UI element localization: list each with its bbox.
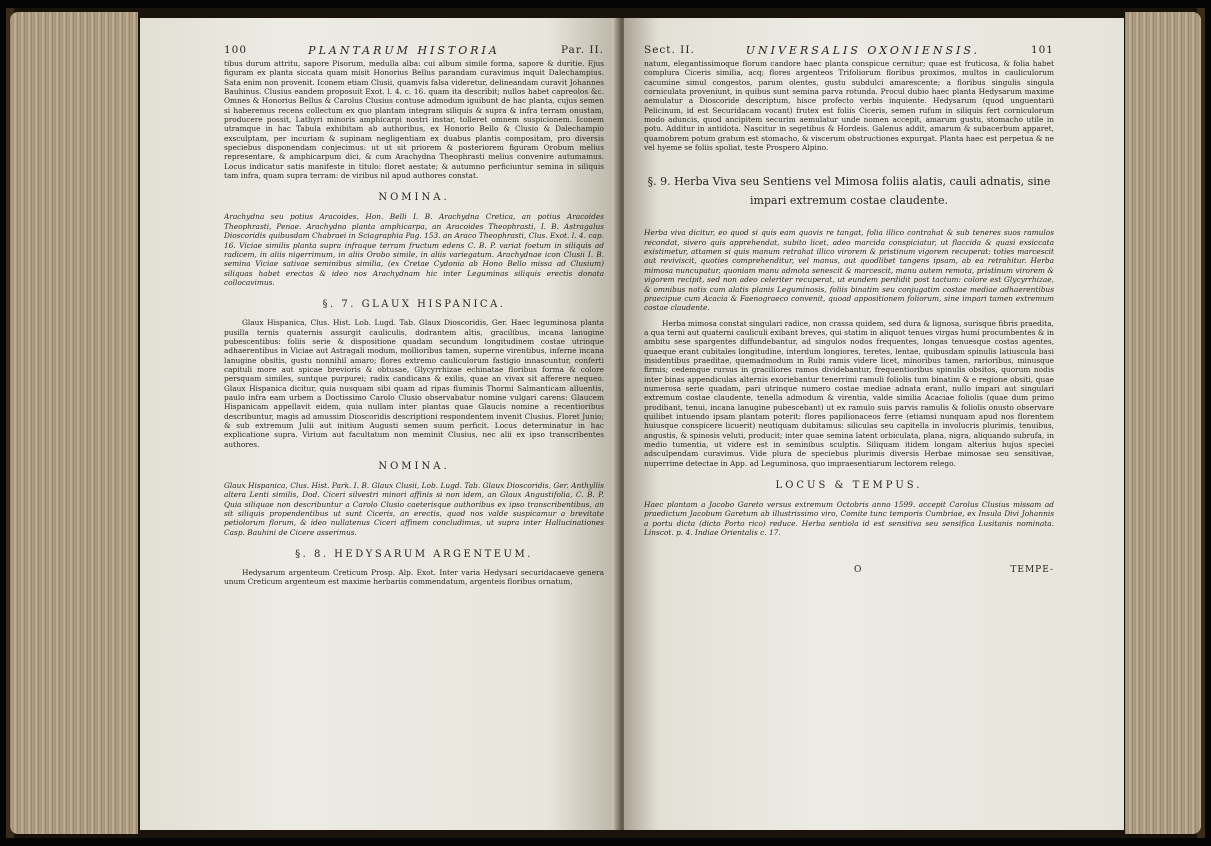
open-book — [6, 8, 1205, 838]
left-intro-paragraph: tibus durum attritu, sapore Pisorum, medulla alba: cui album simile forma, sapore & duritie. Ejus figuram ex planta siccata quam misit Honorius Bellus parandam curavimus inquit Dalechampius. Sata enim non provenit. Iconem etiam Clusii, quamvis falsa videretur, delineandam curavit Johannes Bauhinus. Clusius eandem proposuit Exot. l. 4. c. 16. quam ita describit; nullos habet capreolos &c. Omnes & Honorius Bellus & Carolus Clusius contuse admodum iguibunt de hac planta, cujus semen si haberemus recens collectum ex quo plantam integram siliquis & supra & infra terram onustam, producere possit, Lathyri minoris amphicarpi nostri instar, tolleret omnem suspicionem. Iconem utramque in hac Tabula exhibitam ab authoribus, ex Honorio Bello & Clusio & Dalechampio exsculptam, per incuriam & supinam negligentiam ex duabus plantis compositam, pro diversis speciebus disponendam conjecimus: ut ut sit priorem & posteriorem figuram Orobum melius representare, & amphicarpum dici, & cum Arachydna Theophrasti melius convenire autumamus. Locus indicatur satis manifeste in titulo: floret aestate; & autumno perficiuntur semina in siliquis tam infra, quam supra terram: de viribus nil apud authores constat. — [224, 59, 604, 181]
signature-mark: O — [854, 565, 863, 576]
left-part-label: Par. II. — [560, 44, 604, 56]
right-section-label: Sect. II. — [644, 44, 695, 56]
right-page-footer — [644, 565, 1054, 579]
nomina-paragraph-2: Glaux Hispanica, Clus. Hist. Park. I. B. Glaux Clusii, Lob. Lugd. Tab. Glaux Dioscoridis, Ger. Anthyllis altera Lenti similis, Dod. Ciceri silvestri minori affinis si non idem, an Glaux Angustifolia, C. B. P. Quia siliquae non describuntur a Carolo Clusio caeterisque authoribus ex ipso transcribentibus, an sit siliquis propendentibus ut sunt Ciceris, an erectis, quod nos valde suspicamur a brevitate petiolorum florum, & ideo nullatenus Ciceri affinem concludimus, ut supra inter Hallucinationes Casp. Bauhini de Cicere asserimus. — [224, 481, 604, 537]
herba-viva-italic-paragraph: Herba viva dicitur, eo quod si quis eam quavis re tangat, folia illico contrahat & sub teneres suos ramulos recondat, sivero quis apprehendat, subito licet, adeo marcida conspiciatur, ut flaccida & quasi exsiccata existimetur, attamen si quis manum retrahat illico virorem & pristinum vigorem recuperat: toties marcescit aut reviviscit, quoties comprehenditur, vel manus, aut quodlibet tangens ipsam, ab ea retrahitur. Herba mimosa nuncupatur, quoniam manu admota senescit & marcescit, manu autem remota, pristinum virorem & vigorem recipit, sed non adeo celeriter recuperat, ut eundem perdidit post tactum: colore est Glycyrrhizae, & omnibus notis cum alatis planis Leguminosis, foliis binatim seu conjugatim costae mediae adhaerentibus praecipue cum Acacia & Faenograeco convenit, quoad appositionem foliorum, sine impari tamen extremum costae claudente. — [644, 228, 1054, 313]
right-page-edges — [1125, 12, 1201, 834]
right-intro-paragraph: natum, elegantissimoque florum candore haec planta conspicue cernitur; quae est fruticosa, & folia habet complura Ciceris similia, acq; flores argenteos Trifoliorum floribus proximos, multos in cauliculorum cacumine simul congestos, parum olentes, gustu subdulci amarescente; a floribus singulis singula corniculata proveniunt, in quibus sunt semina parva rotunda. Procul dubio haec planta Hedysarum maxime aemulatur a Dioscoride descriptum, hisce profecto verbis inquiente. Hedysarum (quod unguentarii Pelicinum, id est Securidacam vocant) frutex est foliis Ciceris, semen rufum in siliquis fert corniculorum modo aduncis, quod ancipitem securim aemulatur unde nomen accepit, amarum gustu, stomacho utile in potu. Additur in antidota. Nascitur in segetibus & Hordeis. Galenus addit, amarum & subacerbum apparet, quamobrem potum gratum est stomacho, & viscerum obstructiones expurgat. Planta haec est perpetua & ne vel hyeme se foliis spoliat, teste Prospero Alpino. — [644, 59, 1054, 153]
section-7-paragraph: Glaux Hispanica, Clus. Hist. Lob. Lugd. Tab. Glaux Dioscoridis, Ger. Haec leguminosa planta pusilla ternis quaternis assurgit cauliculis, dodrantem altis, gracilibus, incana lanugine pubescentibus: foliis serie & dispositione quadam secundum longitudinem costae utrinque adhaerentibus in Viciae aut Astragali modum, mollioribus tamen, superne virentibus, inferne incana lanugine obsitis, gustu nonnihil amaro; flores extremo cauliculorum fastigio innascuntur, conferti capituli more aut spicae brevioris & obtusae, Glycyrrhizae echinatae floribus forma & colore persquam similes, suntque purpurei; radix candicans & exilis, quae an vivax sit afferere nequeo. Glaux Hispanica dicitur, quia nusquam sibi quam ad ripas fluminis Thormi Salmanticam alluentis, paulo infra eam urbem a Doctissimo Carolo Clusio observabatur nomine vulgari carens: Glaucem Hispanicam appellavit eidem, quia nullam inter plantas quae Glaucis nomine a recentioribus describuntur, magis ad amussim Dioscoridis descriptioni respondentem invenit Clusius. Floret Junio; & sub extremum Julii aut initium Augusti semen suum perficit. Locus determinatur in hac explicatione supra. Virium aut facultatum non meminit Clusius, nec alii ex ipso transcribentes authores. — [224, 318, 604, 449]
left-page-edges — [10, 12, 138, 834]
section-8-paragraph: Hedysarum argenteum Creticum Prosp. Alp. Exot. Inter varia Hedysari securidacaeve genera unum Creticum argenteum est maxime herbariis commendatum, argenteis floribus ornatum, — [224, 568, 604, 587]
right-page-number: 101 — [1030, 44, 1054, 56]
left-running-head — [224, 44, 604, 57]
left-page-number: 100 — [224, 44, 248, 56]
catchword: TEMPE- — [1010, 565, 1054, 576]
section-8-heading: §. 8. HEDYSARUM ARGENTEUM. — [295, 549, 533, 561]
section-7-heading: §. 7. GLAUX HISPANICA. — [322, 299, 506, 311]
nomina-heading-2: NOMINA. — [378, 461, 450, 473]
section-9-heading: §. 9. Herba Viva seu Sentiens vel Mimosa foliis alatis, cauli adnatis, sine impari extremum costae claudente. — [647, 175, 1051, 208]
nomina-heading-1: NOMINA. — [378, 192, 450, 204]
left-running-title: PLANTARUM HISTORIA — [308, 44, 500, 57]
herba-mimosa-description: Herba mimosa constat singulari radice, non crassa quidem, sed dura & lignosa, surisque fibris praedita, a qua terni aut quaterni cauliculi exibant breves, qui statim in aliquot tenues virgas humi procumbentes & in ambitu sese spargentes diffundebantur, ad singulos nodos frequentes, longas tenuesque costas agentes, quaeque erant cubitales longitudine, interdum longiores, teretes, lentae, quibusdam spinulis latiuscula basi insidentibus praeditae, quemadmodum in Rubi ramis videre licet, minoribus tamen, rarioribus, minusque firmis; cedemque rursus in graciliores ramos dividebantur, frequentioribus spinulis obsitos, quorum nodis inter binas appendiculas alternis exoriebantur tenerrimi ramuli foliolis tum binatim & e regione obsiti, quae numerosa serie quadam, pari utrinque numero costae mediae adnata erant, nullo impari aut singulari extremum costae claudente, tenella admodum & virentia, valde similia Acaciae foliolis (quae dum primo prodibant, tenui, incana lanugine pubescebant) ut ex ramulo suis parvis ramulis & foliolis onusto observare quilibet intuendo ipsam plantam poterit: flores papilionaceos ferre (etiamsi nunquam apud nos florentem huiusque conspicere licuerit) neutiquam dubitamus: siliculas seu capitella in involucris plurimis, tenuibus, angustis, & spinosis veluti, producit; inter quae semina latent orbiculata, plana, nigra, aliquando subrufa, in medio tumentia, ut videre est in seminibus sculptis. Siliquam itidem longam alterius hujus speciei adsculpendam curavimus. Vide plura de speciebus plurimis diversis Herbae mimosae seu sensitivae, nuperrime detectae in App. ad Leguminosa, quo impraesentiarum lectorem relego. — [644, 318, 1054, 468]
right-running-title: UNIVERSALIS OXONIENSIS. — [745, 44, 981, 57]
right-page — [624, 18, 1124, 830]
locus-tempus-heading: LOCUS & TEMPUS. — [775, 480, 923, 492]
left-page-text-block — [224, 44, 604, 820]
left-page — [140, 18, 620, 830]
right-page-text-block — [644, 44, 1054, 820]
nomina-paragraph-1: Arachydna seu potius Aracoides, Hon. Belli I. B. Arachydna Cretica, an potius Aracoides Theophrasti, Penae. Arachydna planta amphicarpa, an Aracoides Theophrasti, I. B. Astragalus Dioscoridis quibusdam Chabraei in Sciagraphia Pag. 153. an Araco Theophrasti, Clus. Exot. l. 4. cap. 16. Viciae similis planta supra infraque terram fructum edens C. B. P. variat foetum in siliquis ad radicem, in aliis nigerrimum, in aliis Orobo simile, in aliis variegatum. Arachydnae icon Clusii I. B. semina Viciae sativae seminibus similia, (ex Cretae Cydonia ab Hono Bello missa ad Clusium) siliquas habet erectas & ideo nos Arachydnam hic inter Leguminas siliquis erectis donata collocavimus. — [224, 212, 604, 287]
locus-tempus-paragraph: Haec plantam a Jacobo Gareto versus extremum Octobris anno 1599. accepit Carolus Clusius missam ad praedictum Jacobum Garetum ab illustrissimo viro, Comite tunc temporis Cumbriae, ex Insula Divi Johannis a portu dicta (dicto Porto rico) reduce. Herba sentiola id est sensitiva seu sensifica Lusitanis nominata. Linscot. p. 4. Indiae Orientalis c. 17. — [644, 500, 1054, 538]
right-running-head — [644, 44, 1054, 57]
